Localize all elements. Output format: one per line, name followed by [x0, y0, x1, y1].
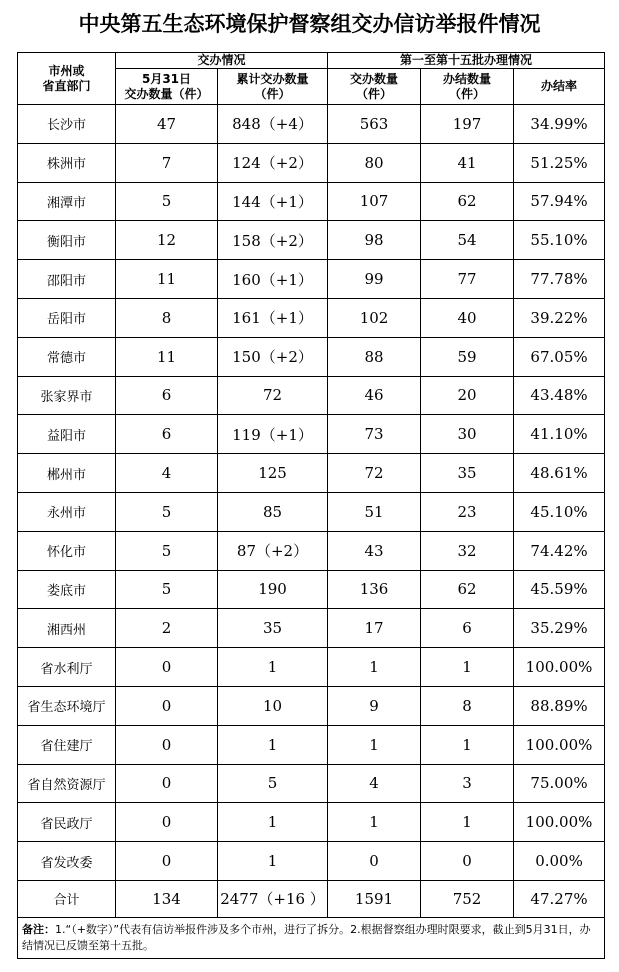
cumulative-count: 124（+2）: [218, 143, 328, 182]
region-name: 衡阳市: [18, 221, 116, 260]
cumulative-count: 35: [218, 609, 328, 648]
handled-count: 136: [328, 570, 421, 609]
completion-rate: 55.10%: [514, 221, 605, 260]
region-name: 岳阳市: [18, 298, 116, 337]
header-completed: 办结数量 （件）: [421, 69, 514, 105]
cumulative-count: 1: [218, 648, 328, 687]
total-completed: 752: [421, 880, 514, 917]
table-row: [18, 609, 605, 648]
completion-rate: 100.00%: [514, 725, 605, 764]
may31-count: 5: [116, 531, 218, 570]
cumulative-count: 848（+4）: [218, 105, 328, 144]
completion-rate: 45.59%: [514, 570, 605, 609]
region-name: 省民政厅: [18, 803, 116, 842]
cumulative-count: 125: [218, 454, 328, 493]
table-row: [18, 764, 605, 803]
table-row: [18, 221, 605, 260]
completion-rate: 100.00%: [514, 803, 605, 842]
total-may31: 134: [116, 880, 218, 917]
region-name: 湘潭市: [18, 182, 116, 221]
handled-count: 563: [328, 105, 421, 144]
completion-rate: 88.89%: [514, 686, 605, 725]
table-row: [18, 260, 605, 299]
completion-rate: 41.10%: [514, 415, 605, 454]
region-name: 长沙市: [18, 105, 116, 144]
handled-count: 4: [328, 764, 421, 803]
header-assigned-group: 交办情况: [116, 53, 328, 69]
may31-count: 5: [116, 182, 218, 221]
handled-count: 1: [328, 803, 421, 842]
cumulative-count: 160（+1）: [218, 260, 328, 299]
may31-count: 5: [116, 570, 218, 609]
completion-rate: 39.22%: [514, 298, 605, 337]
table-row: [18, 105, 605, 144]
region-name: 株洲市: [18, 143, 116, 182]
completed-count: 0: [421, 842, 514, 881]
region-name: 省生态环境厅: [18, 686, 116, 725]
completed-count: 40: [421, 298, 514, 337]
footnote-label: 备注：: [22, 922, 55, 936]
completion-rate: 100.00%: [514, 648, 605, 687]
cumulative-count: 72: [218, 376, 328, 415]
total-handled: 1591: [328, 880, 421, 917]
page-title: 中央第五生态环境保护督察组交办信访举报件情况: [78, 11, 541, 36]
table-row: [18, 803, 605, 842]
footnote: [18, 917, 605, 958]
cumulative-count: 87（+2）: [218, 531, 328, 570]
cumulative-count: 119（+1）: [218, 415, 328, 454]
completed-count: 1: [421, 648, 514, 687]
completion-rate: 57.94%: [514, 182, 605, 221]
table-row: [18, 182, 605, 221]
region-name: 郴州市: [18, 454, 116, 493]
completed-count: 62: [421, 182, 514, 221]
completion-rate: 45.10%: [514, 492, 605, 531]
completion-rate: 0.00%: [514, 842, 605, 881]
completed-count: 197: [421, 105, 514, 144]
completed-count: 62: [421, 570, 514, 609]
handled-count: 1: [328, 725, 421, 764]
region-name: 娄底市: [18, 570, 116, 609]
table-row: [18, 492, 605, 531]
cumulative-count: 1: [218, 803, 328, 842]
completed-count: 20: [421, 376, 514, 415]
completed-count: 1: [421, 725, 514, 764]
table-row: [18, 454, 605, 493]
handled-count: 17: [328, 609, 421, 648]
may31-count: 7: [116, 143, 218, 182]
cumulative-count: 10: [218, 686, 328, 725]
completed-count: 59: [421, 337, 514, 376]
may31-count: 11: [116, 337, 218, 376]
may31-count: 0: [116, 725, 218, 764]
completed-count: 77: [421, 260, 514, 299]
region-name: 省发改委: [18, 842, 116, 881]
may31-count: 8: [116, 298, 218, 337]
completed-count: 30: [421, 415, 514, 454]
region-name: 省自然资源厅: [18, 764, 116, 803]
table-row: [18, 298, 605, 337]
completed-count: 8: [421, 686, 514, 725]
completion-rate: 67.05%: [514, 337, 605, 376]
completion-rate: 51.25%: [514, 143, 605, 182]
completed-count: 54: [421, 221, 514, 260]
table-row: [18, 531, 605, 570]
completed-count: 35: [421, 454, 514, 493]
may31-count: 12: [116, 221, 218, 260]
completion-rate: 43.48%: [514, 376, 605, 415]
header-cumulative: 累计交办数量 （件）: [218, 69, 328, 105]
completion-rate: 34.99%: [514, 105, 605, 144]
handled-count: 73: [328, 415, 421, 454]
handled-count: 0: [328, 842, 421, 881]
cumulative-count: 150（+2）: [218, 337, 328, 376]
region-name: 张家界市: [18, 376, 116, 415]
may31-count: 0: [116, 686, 218, 725]
completion-rate: 35.29%: [514, 609, 605, 648]
completed-count: 6: [421, 609, 514, 648]
header-rate: 办结率: [514, 69, 605, 105]
completion-rate: 75.00%: [514, 764, 605, 803]
region-name: 怀化市: [18, 531, 116, 570]
cumulative-count: 5: [218, 764, 328, 803]
completion-rate: 74.42%: [514, 531, 605, 570]
handled-count: 107: [328, 182, 421, 221]
completed-count: 1: [421, 803, 514, 842]
handled-count: 88: [328, 337, 421, 376]
may31-count: 47: [116, 105, 218, 144]
cumulative-count: 1: [218, 842, 328, 881]
report-table: [17, 52, 605, 959]
region-name: 湘西州: [18, 609, 116, 648]
footnote-text: 1.“（+数字）”代表有信访举报件涉及多个市州，进行了拆分。2.根据督察组办理时限要求，截止到5月31日，办结情况已反馈至第十五批。: [22, 922, 591, 952]
handled-count: 51: [328, 492, 421, 531]
total-row: [18, 880, 605, 917]
table-row: [18, 686, 605, 725]
table-row: [18, 415, 605, 454]
table-row: [18, 143, 605, 182]
handled-count: 46: [328, 376, 421, 415]
header-handled: 交办数量 （件）: [328, 69, 421, 105]
header-may31: 5月31日 交办数量（件）: [116, 69, 218, 105]
region-name: 省水利厅: [18, 648, 116, 687]
handled-count: 1: [328, 648, 421, 687]
may31-count: 0: [116, 764, 218, 803]
total-rate: 47.27%: [514, 880, 605, 917]
completed-count: 32: [421, 531, 514, 570]
handled-count: 102: [328, 298, 421, 337]
table-row: [18, 648, 605, 687]
may31-count: 6: [116, 415, 218, 454]
may31-count: 11: [116, 260, 218, 299]
cumulative-count: 1: [218, 725, 328, 764]
completed-count: 41: [421, 143, 514, 182]
cumulative-count: 144（+1）: [218, 182, 328, 221]
table-row: [18, 570, 605, 609]
may31-count: 5: [116, 492, 218, 531]
region-name: 益阳市: [18, 415, 116, 454]
table-row: [18, 376, 605, 415]
region-name: 常德市: [18, 337, 116, 376]
total-cumulative: 2477（+16 ）: [218, 880, 328, 917]
handled-count: 9: [328, 686, 421, 725]
may31-count: 0: [116, 648, 218, 687]
may31-count: 4: [116, 454, 218, 493]
cumulative-count: 190: [218, 570, 328, 609]
may31-count: 2: [116, 609, 218, 648]
completion-rate: 48.61%: [514, 454, 605, 493]
completed-count: 23: [421, 492, 514, 531]
table-row: [18, 842, 605, 881]
cumulative-count: 161（+1）: [218, 298, 328, 337]
region-name: 省住建厅: [18, 725, 116, 764]
may31-count: 0: [116, 803, 218, 842]
handled-count: 72: [328, 454, 421, 493]
handled-count: 43: [328, 531, 421, 570]
handled-count: 99: [328, 260, 421, 299]
may31-count: 0: [116, 842, 218, 881]
region-name: 邵阳市: [18, 260, 116, 299]
region-name: 永州市: [18, 492, 116, 531]
handled-count: 98: [328, 221, 421, 260]
header-region: 市州或 省直部门: [18, 53, 116, 105]
cumulative-count: 85: [218, 492, 328, 531]
handled-count: 80: [328, 143, 421, 182]
table-row: [18, 725, 605, 764]
completion-rate: 77.78%: [514, 260, 605, 299]
may31-count: 6: [116, 376, 218, 415]
cumulative-count: 158（+2）: [218, 221, 328, 260]
total-label: 合计: [18, 880, 116, 917]
header-processing-group: 第一至第十五批办理情况: [328, 53, 605, 69]
completed-count: 3: [421, 764, 514, 803]
table-row: [18, 337, 605, 376]
